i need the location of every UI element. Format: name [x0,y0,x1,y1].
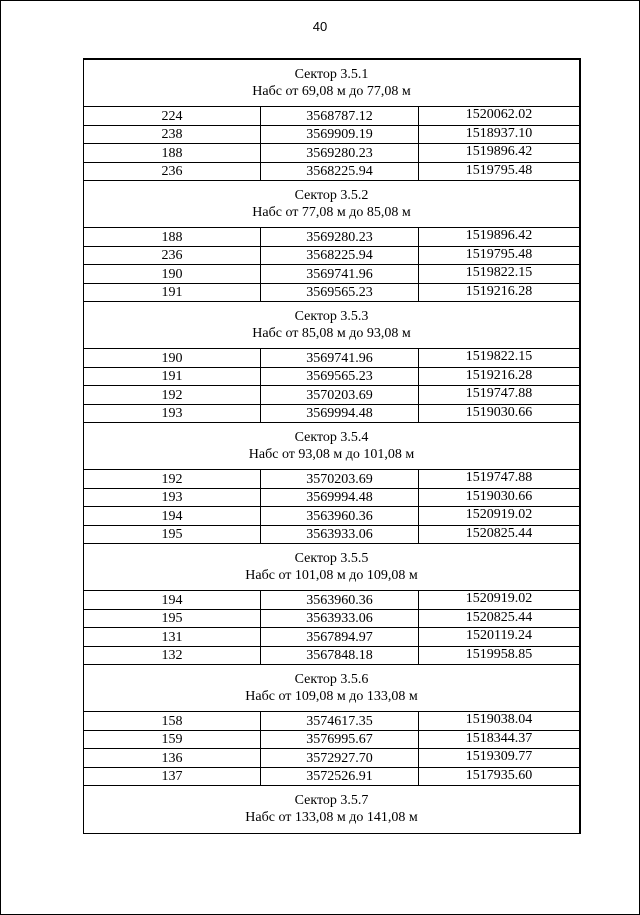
point-number-cell: 236 [84,247,261,265]
point-number-cell: 195 [84,610,261,628]
point-number-cell: 136 [84,749,261,767]
y-coordinate-cell: 1519030.66 [465,404,533,420]
x-coordinate-cell: 3563933.06 [261,610,419,628]
y-coordinate-cell: 1519309.77 [465,749,533,764]
sector-height-range: Набс от 77,08 м до 85,08 м [252,205,411,220]
table-row [84,731,579,750]
y-coordinate-cell: 1519795.48 [465,162,533,178]
sector-title: Сектор 3.5.4 [294,430,369,445]
x-coordinate-cell: 3563960.36 [261,507,419,525]
x-coordinate-cell: 3563960.36 [261,591,419,609]
page-number: 40 [312,19,328,34]
table-row [84,405,579,424]
y-coordinate-cell: 1519822.15 [465,265,533,280]
x-coordinate-cell: 3568225.94 [261,247,419,265]
point-number-cell: 159 [84,731,261,749]
point-number-cell: 131 [84,628,261,646]
y-coordinate-cell: 1520919.02 [465,591,533,606]
y-coordinate-cell: 1519958.85 [465,646,533,662]
y-coordinate-cell: 1519747.88 [465,470,533,485]
sector-height-range: Набс от 101,08 м до 109,08 м [245,568,418,583]
y-coordinate-cell: 1520825.44 [465,609,533,625]
point-number-cell: 236 [84,163,261,181]
y-coordinate-cell: 1519896.42 [465,228,533,243]
x-coordinate-cell: 3570203.69 [261,470,419,488]
sector-height-range: Набс от 133,08 м до 141,08 м [245,810,418,825]
point-number-cell: 194 [84,507,261,525]
sector-coordinates-table [83,58,581,834]
x-coordinate-cell: 3574617.35 [261,712,419,730]
table-row [84,712,579,731]
table-row [84,768,579,787]
y-coordinate-cell: 1519216.28 [465,283,533,299]
point-number-cell: 238 [84,126,261,144]
table-row [84,507,579,526]
sector-title: Сектор 3.5.6 [294,672,369,687]
y-coordinate-cell: 1519822.15 [465,349,533,364]
table-row [84,647,579,666]
y-coordinate-cell: 1520062.02 [465,107,533,122]
x-coordinate-cell: 3569994.48 [261,489,419,507]
y-coordinate-cell: 1519747.88 [465,386,533,401]
x-coordinate-cell: 3563933.06 [261,526,419,544]
y-coordinate-cell: 1518937.10 [465,125,533,141]
y-coordinate-cell: 1519795.48 [465,246,533,262]
point-number-cell: 191 [84,368,261,386]
table-row [84,228,579,247]
point-number-cell: 158 [84,712,261,730]
x-coordinate-cell: 3569280.23 [261,144,419,162]
y-coordinate-cell: 1520119.24 [466,628,532,643]
point-number-cell: 192 [84,386,261,404]
table-row [84,368,579,387]
table-row [84,610,579,629]
table-row [84,265,579,284]
sector-block [84,181,579,302]
sector-height-range: Набс от 109,08 м до 133,08 м [245,689,418,704]
point-number-cell: 132 [84,647,261,665]
point-number-cell: 224 [84,107,261,125]
table-row [84,349,579,368]
sector-header [84,423,579,470]
sector-header [84,181,579,228]
x-coordinate-cell: 3567894.97 [261,628,419,646]
y-coordinate-cell: 1520825.44 [465,525,533,541]
table-row [84,526,579,545]
point-number-cell: 188 [84,228,261,246]
point-number-cell: 192 [84,470,261,488]
sector-block [84,302,579,423]
table-row [84,470,579,489]
table-row [84,386,579,405]
table-row [84,126,579,145]
point-number-cell: 194 [84,591,261,609]
sector-header [84,544,579,591]
sector-header [84,302,579,349]
x-coordinate-cell: 3572526.91 [261,768,419,786]
x-coordinate-cell: 3570203.69 [261,386,419,404]
point-number-cell: 190 [84,265,261,283]
x-coordinate-cell: 3569741.96 [261,265,419,283]
table-row [84,591,579,610]
table-row [84,628,579,647]
sector-height-range: Набс от 93,08 м до 101,08 м [248,447,415,462]
sector-header [84,60,579,107]
table-row [84,144,579,163]
x-coordinate-cell: 3569909.19 [261,126,419,144]
sector-title: Сектор 3.5.5 [294,551,369,566]
sector-block [84,423,579,544]
sector-title: Сектор 3.5.3 [294,309,369,324]
x-coordinate-cell: 3569741.96 [261,349,419,367]
sector-block [84,60,579,181]
sector-header [84,786,579,833]
sector-height-range: Набс от 69,08 м до 77,08 м [252,84,411,99]
y-coordinate-cell: 1519896.42 [465,144,533,159]
x-coordinate-cell: 3568225.94 [261,163,419,181]
sector-title: Сектор 3.5.1 [294,67,369,82]
sector-title: Сектор 3.5.2 [294,188,369,203]
table-row [84,163,579,182]
x-coordinate-cell: 3569565.23 [261,368,419,386]
y-coordinate-cell: 1519216.28 [465,367,533,383]
x-coordinate-cell: 3568787.12 [261,107,419,125]
point-number-cell: 193 [84,405,261,423]
table-row [84,489,579,508]
sector-header [84,665,579,712]
table-row [84,749,579,768]
x-coordinate-cell: 3569565.23 [261,284,419,302]
point-number-cell: 195 [84,526,261,544]
y-coordinate-cell: 1519038.04 [465,712,533,727]
x-coordinate-cell: 3567848.18 [261,647,419,665]
point-number-cell: 137 [84,768,261,786]
sector-height-range: Набс от 85,08 м до 93,08 м [252,326,411,341]
y-coordinate-cell: 1520919.02 [465,507,533,522]
y-coordinate-cell: 1517935.60 [465,767,533,783]
point-number-cell: 193 [84,489,261,507]
point-number-cell: 190 [84,349,261,367]
sector-block [84,544,579,665]
x-coordinate-cell: 3576995.67 [261,731,419,749]
point-number-cell: 191 [84,284,261,302]
table-row [84,247,579,266]
x-coordinate-cell: 3569994.48 [261,405,419,423]
x-coordinate-cell: 3572927.70 [261,749,419,767]
y-coordinate-cell: 1519030.66 [465,488,533,504]
sector-block [84,665,579,786]
table-row [84,107,579,126]
sector-block [84,786,579,833]
point-number-cell: 188 [84,144,261,162]
y-coordinate-cell: 1518344.37 [465,730,533,746]
sector-title: Сектор 3.5.7 [294,793,369,808]
x-coordinate-cell: 3569280.23 [261,228,419,246]
table-row [84,284,579,303]
